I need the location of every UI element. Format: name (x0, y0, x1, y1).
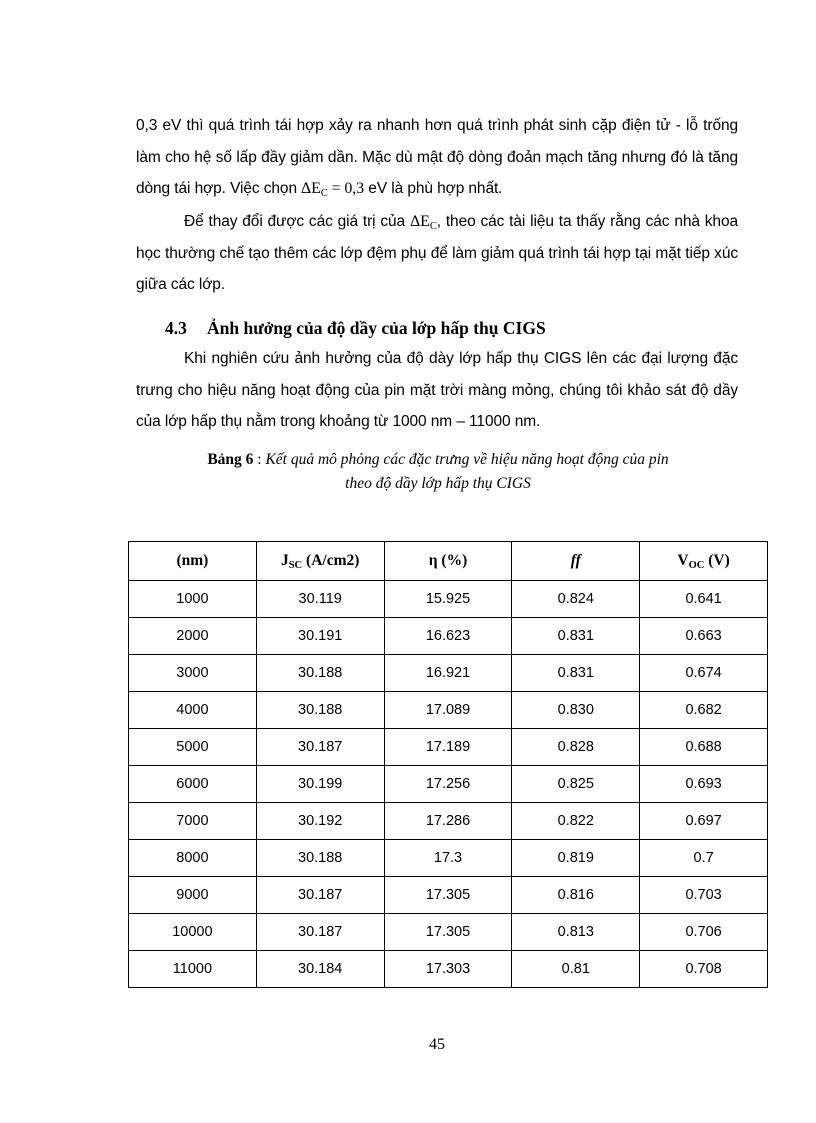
page-number: 45 (429, 1036, 445, 1053)
table-row (129, 581, 768, 618)
cell-ff: 0.822 (512, 803, 640, 840)
cell-voc: 0.674 (640, 655, 768, 692)
cell-thickness: 8000 (129, 840, 257, 877)
header-jsc: $J_{SC}$ (A/cm2) (256, 542, 384, 581)
cell-eta: 17.256 (384, 766, 512, 803)
cell-ff: 0.819 (512, 840, 640, 877)
paragraph-text: 0,3 eV thì quá trình tái hợp xảy ra nhanh hơn quá trình phát sinh cặp điện tử - lỗ trống làm cho hệ số lấp đầy giảm dần. Mặc dù mật độ dòng đoản mạch tăng nhưng đó là tăng dòng tái hợp. Việc chọn (136, 117, 738, 197)
header-voc: $V_{OC}$ (V) (640, 542, 768, 581)
cell-jsc: 30.188 (256, 840, 384, 877)
table-row (129, 803, 768, 840)
cell-voc: 0.697 (640, 803, 768, 840)
cell-ff: 0.824 (512, 581, 640, 618)
cell-jsc: 30.199 (256, 766, 384, 803)
cell-eta: 17.089 (384, 692, 512, 729)
cell-voc: 0.7 (640, 840, 768, 877)
section-number: 4.3 (165, 318, 187, 338)
delta-ec-math: $\Delta E_C$ (409, 213, 437, 232)
table-header-row (129, 542, 768, 581)
table-row (129, 692, 768, 729)
cell-jsc: 30.119 (256, 581, 384, 618)
paragraph-text-end: , theo các tài liệu ta thấy rằng các nhà khoa học thường chế tạo thêm các lớp đệm phụ để làm giảm quá trình tái hợp tại mặt tiếp xúc giữa các lớp. (136, 213, 738, 293)
header-ff: ff (512, 542, 640, 581)
cell-thickness: 6000 (129, 766, 257, 803)
caption-text-1: Kết quả mô phỏng các đặc trưng về hiệu năng hoạt động của pin (265, 451, 669, 468)
table-row (129, 655, 768, 692)
cell-ff: 0.831 (512, 655, 640, 692)
cell-thickness: 1000 (129, 581, 257, 618)
cell-voc: 0.708 (640, 951, 768, 988)
paragraph-recombination (136, 110, 738, 205)
table-row (129, 766, 768, 803)
caption-separator: : (253, 451, 266, 468)
table-row (129, 877, 768, 914)
table-caption (150, 448, 726, 496)
header-thickness: (nm) (129, 542, 257, 581)
cell-eta: 15.925 (384, 581, 512, 618)
caption-label: Bảng 6 (207, 451, 254, 468)
cell-jsc: 30.184 (256, 951, 384, 988)
header-eta: η (%) (384, 542, 512, 581)
cell-ff: 0.816 (512, 877, 640, 914)
caption-text-2: theo độ dầy lớp hấp thụ CIGS (345, 475, 531, 492)
cell-ff: 0.830 (512, 692, 640, 729)
cell-voc: 0.688 (640, 729, 768, 766)
table-row (129, 729, 768, 766)
cell-eta: 17.305 (384, 914, 512, 951)
cell-voc: 0.641 (640, 581, 768, 618)
cell-eta: 17.3 (384, 840, 512, 877)
cell-jsc: 30.188 (256, 655, 384, 692)
cell-eta: 17.286 (384, 803, 512, 840)
cell-voc: 0.703 (640, 877, 768, 914)
cell-thickness: 7000 (129, 803, 257, 840)
delta-ec-math: $\Delta E_C = 0,3$ (296, 180, 365, 199)
paragraph-study-intro: Khi nghiên cứu ảnh hưởng của độ dày lớp hấp thụ CIGS lên các đại lượng đặc trưng cho hiệu năng hoạt động của pin mặt trời màng mỏng, chúng tôi khảo sát độ dầy của lớp hấp thụ nằm trong khoảng từ 1000 nm – 11000 nm. (136, 350, 738, 430)
cell-ff: 0.81 (512, 951, 640, 988)
caption-line-1 (150, 448, 726, 472)
cell-jsc: 30.192 (256, 803, 384, 840)
cell-thickness: 11000 (129, 951, 257, 988)
cell-eta: 17.189 (384, 729, 512, 766)
cell-jsc: 30.187 (256, 914, 384, 951)
cell-jsc: 30.188 (256, 692, 384, 729)
cell-thickness: 5000 (129, 729, 257, 766)
cell-ff: 0.813 (512, 914, 640, 951)
table-row (129, 618, 768, 655)
cell-ff: 0.831 (512, 618, 640, 655)
table-row (129, 951, 768, 988)
cell-voc: 0.706 (640, 914, 768, 951)
cell-jsc: 30.191 (256, 618, 384, 655)
cell-eta: 17.305 (384, 877, 512, 914)
cell-jsc: 30.187 (256, 877, 384, 914)
cell-thickness: 10000 (129, 914, 257, 951)
cell-thickness: 9000 (129, 877, 257, 914)
cell-eta: 17.303 (384, 951, 512, 988)
cell-eta: 16.921 (384, 655, 512, 692)
cell-voc: 0.663 (640, 618, 768, 655)
cell-jsc: 30.187 (256, 729, 384, 766)
cell-thickness: 2000 (129, 618, 257, 655)
cell-ff: 0.825 (512, 766, 640, 803)
cell-thickness: 4000 (129, 692, 257, 729)
section-title: Ảnh hưởng của độ dầy của lớp hấp thụ CIGS (207, 318, 546, 338)
paragraph-buffer-layers (136, 206, 738, 301)
cell-thickness: 3000 (129, 655, 257, 692)
cell-voc: 0.693 (640, 766, 768, 803)
cell-voc: 0.682 (640, 692, 768, 729)
section-heading (165, 318, 546, 339)
cell-eta: 16.623 (384, 618, 512, 655)
results-table (128, 541, 768, 988)
table-row (129, 840, 768, 877)
paragraph-text-end: eV là phù hợp nhất. (364, 180, 503, 197)
cell-ff: 0.828 (512, 729, 640, 766)
paragraph-text: Để thay đổi được các giá trị của (184, 213, 410, 230)
table-row (129, 914, 768, 951)
